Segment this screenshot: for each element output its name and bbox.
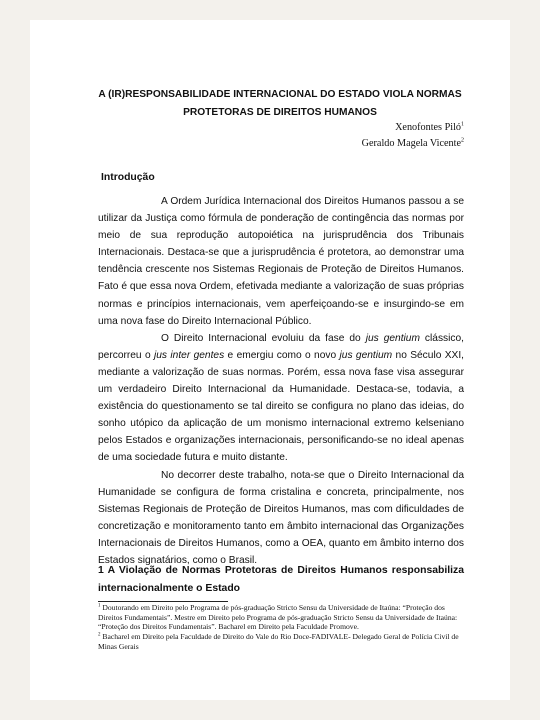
- italic-term: jus inter gentes: [154, 349, 225, 361]
- document-title: [90, 86, 470, 122]
- title-line-1: A (IR)RESPONSABILIDADE INTERNACIONAL DO ESTADO VIOLA NORMAS: [98, 89, 462, 100]
- author-1: [395, 121, 464, 135]
- footnote-separator: [98, 601, 228, 602]
- footnote-ref[interactable]: 2: [461, 137, 464, 144]
- footnote-text: Doutorando em Direito pelo Programa de pós-graduação Stricto Sensu da Universidade de Itaúna: “Proteção dos Direitos Fundamentais”. Mestre em Direito pelo Programa de pós-graduação Stricto Sensu da Universidade de Itaúna: “Proteção dos Direitos Fundamentais”. Bacharel em Direito pela Faculdade Promove.: [98, 603, 458, 632]
- intro-heading: Introdução: [101, 172, 155, 183]
- author-2: [362, 137, 464, 151]
- footnote-mark: 2: [98, 632, 101, 638]
- body-text: [98, 193, 464, 569]
- title-line-2: PROTETORAS DE DIREITOS HUMANOS: [183, 107, 377, 118]
- section-heading: 1 A Violação de Normas Protetoras de Direitos Humanos responsabiliza internacionalmente o Estado: [98, 565, 464, 594]
- footnote-1: [98, 603, 464, 632]
- footnote-mark: 1: [98, 603, 101, 609]
- author-name: Geraldo Magela Vicente: [361, 138, 461, 149]
- footnote-2: [98, 632, 464, 651]
- footnote-text: Bacharel em Direito pela Faculdade de Direito do Vale do Rio Doce-FADIVALE- Delegado Geral de Polícia Civil de Minas Gerais: [98, 632, 459, 651]
- footnote-ref[interactable]: 1: [461, 121, 464, 128]
- paragraph-2: O Direito Internacional evoluiu da fase do jus gentium clássico, percorreu o jus inter gentes e emergiu como o novo jus gentium no Século XXI, mediante a valorização de suas normas. Porém, essa nova fase visa assegurar um verdadeiro Direito Internacional da Humanidade. Destaca-se, todavia, a existência do questionamento se tal direito se configura no plano das ideias, do sonho utópico da aplicação de um monismo internacional extremo kelseniano pelos Estados e organizações internacionais, personificando-se no ideal apenas de uma sociedade futura e muito distante.: [98, 332, 464, 464]
- author-name: Xenofontes Piló: [395, 122, 461, 133]
- paragraph-3: No decorrer deste trabalho, nota-se que o Direito Internacional da Humanidade se configura de forma cristalina e concreta, principalmente, nos Sistemas Regionais de Proteção de Direitos Humanos, mas com dificuldades de concretização e monitoramento tanto em âmbito internacional das Organizações Internacionais de Direitos Humanos, como a OEA, quanto em âmbito interno dos Estados signatários, como o Brasil.: [98, 469, 464, 566]
- italic-term: jus gentium: [365, 332, 420, 344]
- footnotes: [98, 603, 464, 652]
- italic-term: jus gentium: [339, 349, 393, 361]
- document-page: [30, 20, 510, 700]
- paragraph-1: A Ordem Jurídica Internacional dos Direitos Humanos passou a se utilizar da Justiça como fórmula de ponderação de contingência das normas por meio de sua reprodução autopoiética na jurisprudência dos Tribunais Internacionais. Destaca-se que a jurisprudência é protetora, ao demonstrar uma tendência crescente nos Sistemas Regionais de Proteção de Direitos Humanos. Fato é que essa nova Ordem, efetivada mediante a valorização de suas próprias normas e princípios internacionais, vem aperfeiçoando-se e insurgindo-se em uma nova fase do Direito Internacional Público.: [98, 196, 464, 327]
